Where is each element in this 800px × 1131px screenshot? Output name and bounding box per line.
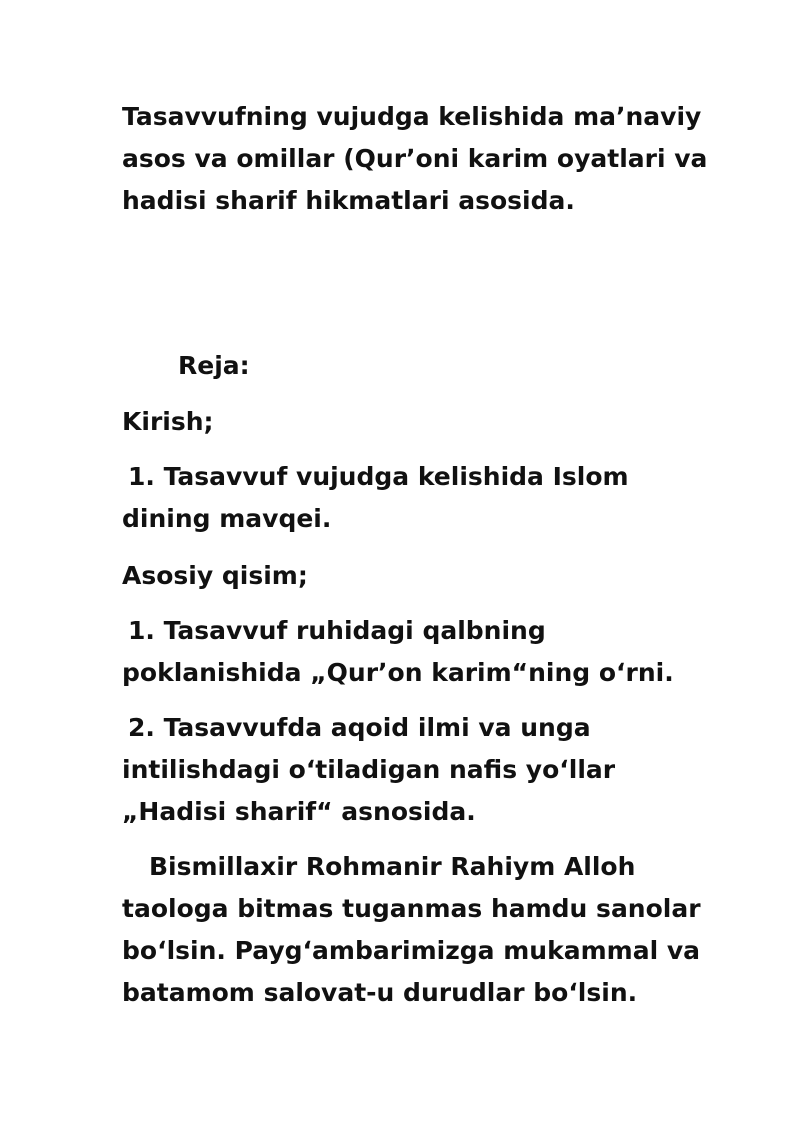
intro-heading: Kirish; — [122, 407, 214, 436]
main-part-heading: Asosiy qisim; — [122, 561, 308, 590]
plan-item-line: poklanishida „Qurʼon karim“ning oʻrni. — [122, 658, 674, 687]
plan-item-line: 1. Tasavvuf ruhidagi qalbning — [128, 616, 546, 645]
plan-item-line: 1. Tasavvuf vujudga kelishida Islom — [128, 462, 629, 491]
main-plan-item-1 — [122, 610, 692, 694]
title-line: Tasavvufning vujudga kelishida maʼnaviy — [122, 102, 702, 131]
opening-paragraph — [122, 846, 701, 1014]
title-line: hadisi sharif hikmatlari asosida. — [122, 186, 575, 215]
plan-item-line: „Hadisi sharif“ asnosida. — [122, 797, 476, 826]
main-plan-item-2 — [122, 707, 692, 833]
title-line: asos va omillar (Qurʼoni karim oyatlari va — [122, 144, 708, 173]
document-title — [122, 96, 708, 222]
paragraph-line: taologa bitmas tuganmas hamdu sanolar — [122, 894, 701, 923]
paragraph-line: batamom salovat-u durudlar boʻlsin. — [122, 978, 638, 1007]
plan-item-line: 2. Tasavvufda aqoid ilmi va unga — [128, 713, 591, 742]
plan-item-line: intilishdagi oʻtiladigan nafis yoʻllar — [122, 755, 616, 784]
paragraph-line: Bismillaxir Rohmanir Rahiym Alloh — [149, 852, 636, 881]
plan-item-line: dining mavqei. — [122, 504, 332, 533]
intro-plan-item — [122, 456, 692, 540]
plan-heading: Reja: — [178, 351, 250, 380]
paragraph-line: boʻlsin. Paygʻambarimizga mukammal va — [122, 936, 701, 965]
